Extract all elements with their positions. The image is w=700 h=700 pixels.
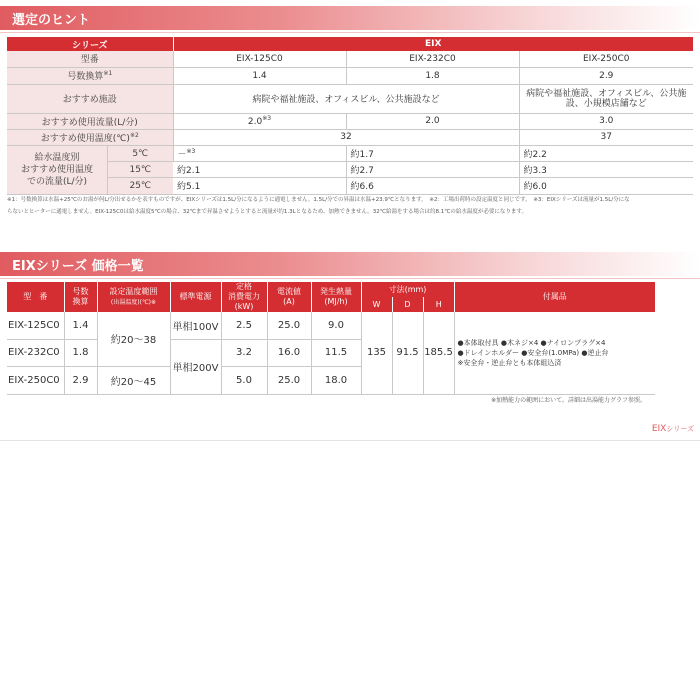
header-model: 型 番: [7, 282, 64, 312]
header-current-unit: (A): [283, 297, 295, 306]
capacity-cell: 1.4: [173, 67, 346, 84]
supply-label-line: での流量(L/分): [26, 176, 88, 187]
bottom-divider: [0, 440, 700, 441]
supply-value: －: [177, 149, 187, 160]
capacity-note-ref: ※1: [103, 70, 113, 77]
supply-group: [7, 145, 173, 194]
price-row: [7, 312, 655, 339]
temp-value-c: 37: [519, 129, 693, 145]
brand-suffix: シリーズ: [666, 425, 694, 433]
model-row: [7, 51, 693, 67]
header-temp-range-ref: ※: [151, 298, 157, 306]
supply-row: [7, 145, 693, 161]
temp-value-ab: 32: [173, 129, 519, 145]
model-cell: EIX-232C0: [346, 51, 519, 67]
header-heat-unit: (MJ/h): [324, 297, 348, 306]
supply-note-ref: ※3: [186, 147, 196, 155]
header-temp-range-main: 設定温度範囲: [109, 286, 158, 296]
hints-section-title: [0, 6, 700, 30]
hints-table: [7, 37, 693, 195]
accessory-line: ●ドレインホルダー ●安全弁(1.0MPa) ●逆止弁: [457, 348, 609, 357]
flow-note-ref: ※3: [262, 115, 272, 122]
header-rated-unit: (kW): [234, 302, 254, 311]
price-title: EIXシリーズ 価格一覧: [12, 259, 144, 274]
flow-row-label: おすすめ使用流量(L/分): [7, 113, 173, 129]
supply-cell-a: 約2.1: [173, 161, 346, 177]
price-rated: 2.5: [221, 312, 267, 339]
flow-cell-c: 3.0: [519, 113, 693, 129]
temp-row: [7, 129, 693, 145]
hints-title: 選定のヒント: [12, 13, 91, 28]
price-current: 16.0: [267, 339, 311, 366]
supply-cell-a: [173, 145, 346, 161]
header-power: 標準電源: [170, 282, 221, 312]
series-value: EIX: [173, 37, 693, 51]
capacity-row: [7, 67, 693, 84]
header-dim-d: D: [392, 297, 423, 312]
price-model: EIX-250C0: [7, 366, 64, 394]
flow-cell-a: [173, 113, 346, 129]
flow-value-a: 2.0: [247, 117, 263, 127]
facility-row-label: おすすめ施設: [7, 84, 173, 113]
model-row-label: 型番: [7, 51, 173, 67]
supply-cell-b: 約6.6: [346, 178, 519, 194]
price-capacity: 2.9: [64, 366, 97, 394]
header-rated-line: 消費電力: [228, 292, 260, 301]
brand-mark: [652, 424, 694, 434]
supply-label: [7, 146, 107, 194]
price-rated: 3.2: [221, 339, 267, 366]
flow-row: [7, 113, 693, 129]
series-label: シリーズ: [7, 37, 173, 51]
header-temp-range-sub: (出湯温度)(℃): [110, 298, 152, 306]
accessory-line: ●本体取付具 ●木ネジ×4 ●ナイロンプラグ×4: [457, 338, 606, 347]
price-heat: 9.0: [311, 312, 361, 339]
header-rated: [221, 282, 267, 312]
header-dim: 寸法(mm): [361, 282, 454, 297]
capacity-label-text: 号数換算: [67, 72, 104, 82]
temp-note-ref: ※2: [129, 131, 139, 139]
flow-cell-b: 2.0: [346, 113, 519, 129]
header-heat: [311, 282, 361, 312]
supply-temps: [107, 146, 173, 194]
header-dim-w: W: [361, 297, 392, 312]
price-heat: 11.5: [311, 339, 361, 366]
price-header-row: [7, 282, 655, 297]
model-cell: EIX-125C0: [173, 51, 346, 67]
price-dim-w: 135: [361, 312, 392, 394]
supply-cell-a: 約5.1: [173, 178, 346, 194]
brand-name: EIX: [651, 424, 667, 434]
supply-cell-c: 約2.2: [519, 145, 693, 161]
supply-cell-b: 約1.7: [346, 145, 519, 161]
facility-row: [7, 84, 693, 113]
series-header-row: [7, 37, 693, 51]
supply-cell-c: 約6.0: [519, 178, 693, 194]
price-footnote: ※加熱能力の範囲において。詳細は出湯能力グラフ参照。: [491, 397, 646, 404]
title-underline: [0, 278, 700, 279]
facility-value-ab: 病院や福祉施設、オフィスビル、公共施設など: [173, 84, 519, 113]
note-line: らないとヒーターに通電しません。EIX-125C0は給水温度5℃の場合、32℃まで昇温させようとすると流量が約1.3Lとなるため、加熱できません。32℃給湯をする場合は約8.1℃の給水温度が必要になります。: [7, 209, 527, 215]
header-temp-range: [97, 282, 170, 312]
capacity-cell: 1.8: [346, 67, 519, 84]
model-cell: EIX-250C0: [519, 51, 693, 67]
accessory-line: ※安全弁・逆止弁とも本体組込済: [457, 358, 562, 367]
price-heat: 18.0: [311, 366, 361, 394]
price-model: EIX-232C0: [7, 339, 64, 366]
price-table: [7, 282, 655, 395]
supply-label-line: おすすめ使用温度: [20, 164, 94, 175]
price-current: 25.0: [267, 366, 311, 394]
title-underline: [0, 32, 700, 33]
capacity-row-label: [7, 67, 173, 84]
supply-temp-label: 25℃: [129, 180, 152, 191]
price-capacity: 1.8: [64, 339, 97, 366]
price-capacity: 1.4: [64, 312, 97, 339]
price-temp-range-a: 約20～38: [97, 312, 170, 366]
temp-label-text: おすすめ使用温度(℃): [40, 133, 130, 144]
temp-row-label: [7, 129, 173, 145]
price-dim-h: 185.5: [423, 312, 454, 394]
header-dim-h: H: [423, 297, 454, 312]
header-rated-line: 定格: [236, 282, 252, 291]
price-accessories: [454, 312, 655, 394]
price-model: EIX-125C0: [7, 312, 64, 339]
price-dim-d: 91.5: [392, 312, 423, 394]
header-current: [267, 282, 311, 312]
supply-temp-label: 5℃: [108, 146, 173, 162]
price-rated: 5.0: [221, 366, 267, 394]
facility-value-c: 病院や福祉施設、オフィスビル、公共施設、小規模店舗など: [519, 84, 693, 113]
price-temp-range-b: 約20～45: [97, 366, 170, 394]
price-section-title: [0, 252, 700, 276]
hints-notes: [7, 194, 697, 218]
header-capacity-line: 号数: [72, 287, 89, 296]
header-capacity-line: 換算: [72, 297, 89, 306]
supply-label-line: 給水温度別: [34, 152, 80, 163]
capacity-cell: 2.9: [519, 67, 693, 84]
header-capacity: [64, 282, 97, 312]
header-accessories: 付属品: [454, 282, 655, 312]
price-power-b: 単相200V: [170, 339, 221, 394]
supply-temp-label: 15℃: [108, 162, 173, 178]
supply-cell-b: 約2.7: [346, 161, 519, 177]
supply-cell-c: 約3.3: [519, 161, 693, 177]
price-power-a: 単相100V: [170, 312, 221, 339]
header-heat-main: 発生熱量: [320, 287, 352, 296]
price-current: 25.0: [267, 312, 311, 339]
header-current-main: 電流値: [277, 287, 301, 296]
note-line: ※1：号数換算は水温+25℃のお湯が何L/分出せるかを表すものですが、EIXシリーズは1.5L/分になるように通電しません。1.5L/分での昇温は水温+23.9℃となります。 ※2：工場出荷時の設定温度と同じです。 ※3：EIXシリーズは流量が1.5L/分にな: [7, 197, 630, 203]
